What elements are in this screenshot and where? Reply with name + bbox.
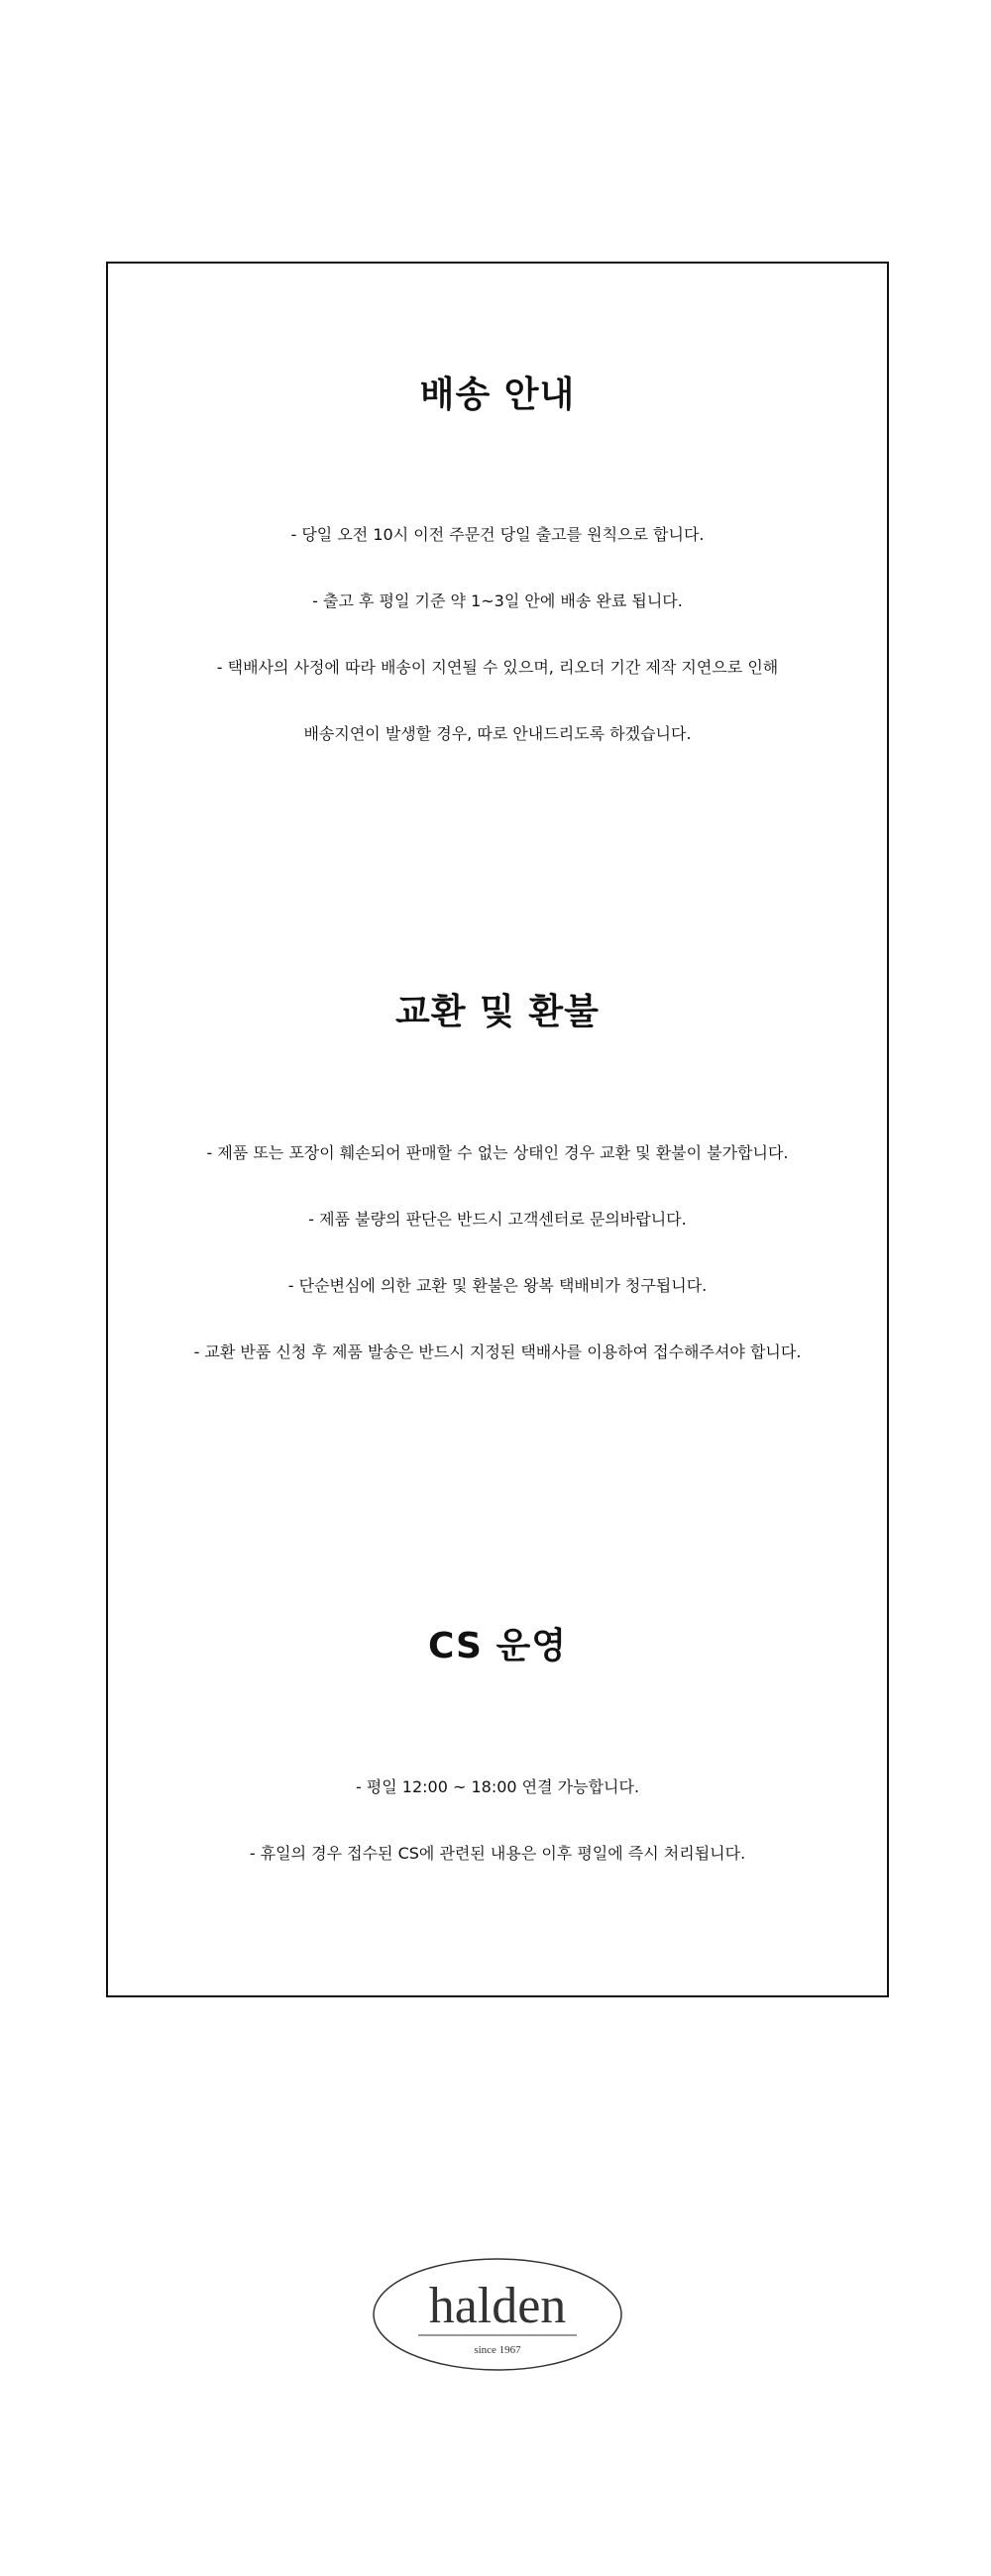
section-title-exchange-refund: 교환 및 환불 bbox=[395, 992, 600, 1032]
shipping-notice-line: - 당일 오전 10시 이전 주문건 당일 출고를 원칙으로 합니다. bbox=[290, 525, 705, 544]
brand-logo bbox=[372, 2257, 623, 2372]
exchange-notice-line: - 교환 반품 신청 후 제품 발송은 반드시 지정된 택배사를 이용하여 접수해주셔야 합니다. bbox=[193, 1342, 802, 1361]
cs-notice-line: - 휴일의 경우 접수된 CS에 관련된 내용은 이후 평일에 즉시 처리됩니다. bbox=[249, 1844, 746, 1863]
shipping-notice-line: 배송지연이 발생할 경우, 따로 안내드리도록 하겠습니다. bbox=[303, 724, 692, 743]
notice-box bbox=[106, 262, 889, 1997]
exchange-notice-line: - 단순변심에 의한 교환 및 환불은 왕복 택배비가 청구됩니다. bbox=[287, 1276, 708, 1295]
exchange-notice-line: - 제품 불량의 판단은 반드시 고객센터로 문의바랍니다. bbox=[308, 1210, 687, 1229]
shipping-notice-line: - 출고 후 평일 기준 약 1~3일 안에 배송 완료 됩니다. bbox=[312, 591, 683, 610]
cs-notice-line: - 평일 12:00 ~ 18:00 연결 가능합니다. bbox=[355, 1777, 640, 1796]
exchange-notice-line: - 제품 또는 포장이 훼손되어 판매할 수 없는 상태인 경우 교환 및 환불이 불가합니다. bbox=[206, 1143, 789, 1162]
shipping-notice-line: - 택배사의 사정에 따라 배송이 지연될 수 있으며, 리오더 기간 제작 지연으로 인해 bbox=[216, 658, 779, 677]
section-title-cs: CS 운영 bbox=[427, 1626, 568, 1666]
logo-tagline: since 1967 bbox=[474, 2344, 521, 2356]
logo-wordmark: halden bbox=[428, 2278, 567, 2334]
section-title-shipping: 배송 안내 bbox=[419, 375, 576, 415]
